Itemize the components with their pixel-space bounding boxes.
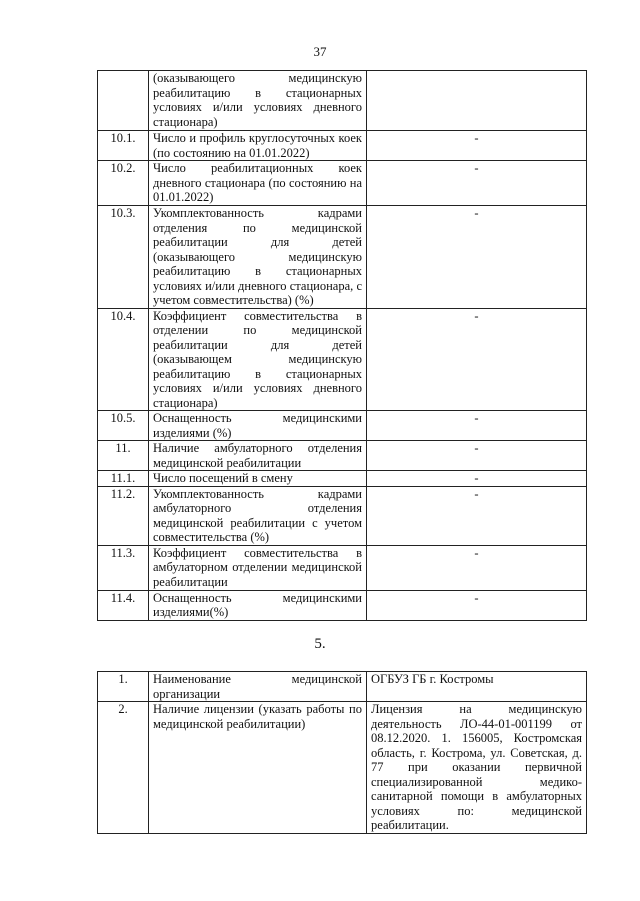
row-value: -: [367, 206, 587, 309]
row-value: -: [367, 486, 587, 545]
row-label: Укомплектованность кадрами амбулаторного отделения медицинской реабилитации с учетом совместительства (%): [149, 486, 367, 545]
row-value: [367, 71, 587, 131]
row-label: (оказывающего медицинскую реабилитацию в стационарных условиях и/или условиях дневного стационара): [149, 71, 367, 131]
indicators-table: [97, 70, 587, 621]
table-row: [98, 590, 587, 620]
row-number: 11.: [98, 441, 149, 471]
table-row: [98, 161, 587, 206]
row-number: 11.2.: [98, 486, 149, 545]
table-row: [98, 131, 587, 161]
row-value: -: [367, 411, 587, 441]
row-label: Оснащенность медицинскими изделиями (%): [149, 411, 367, 441]
row-value: -: [367, 545, 587, 590]
row-label: Наличие амбулаторного отделения медицинской реабилитации: [149, 441, 367, 471]
table-row: [98, 702, 587, 834]
row-label: Число реабилитационных коек дневного стационара (по состоянию на 01.01.2022): [149, 161, 367, 206]
row-number: 2.: [98, 702, 149, 834]
section-number: 5.: [314, 636, 326, 652]
row-number: 10.2.: [98, 161, 149, 206]
row-value: -: [367, 308, 587, 411]
row-label: Коэффициент совместительства в амбулаторном отделении медицинской реабилитации: [149, 545, 367, 590]
row-value: -: [367, 161, 587, 206]
row-label: Число и профиль круглосуточных коек (по состоянию на 01.01.2022): [149, 131, 367, 161]
row-label: Коэффициент совместительства в отделении по медицинской реабилитации для детей (оказывающем медицинскую реабилитацию в стационарных условиях и/или условиях дневного стационара): [149, 308, 367, 411]
row-label: Наименование медицинской организации: [149, 672, 367, 702]
table-row: [98, 471, 587, 487]
row-value: -: [367, 471, 587, 487]
table-row: [98, 441, 587, 471]
row-number: 1.: [98, 672, 149, 702]
row-number: 10.3.: [98, 206, 149, 309]
page-number: 37: [313, 44, 327, 59]
table-row: [98, 71, 587, 131]
table-row: [98, 206, 587, 309]
row-number: 10.5.: [98, 411, 149, 441]
row-label: Число посещений в смену: [149, 471, 367, 487]
row-number: 11.4.: [98, 590, 149, 620]
row-number: 10.1.: [98, 131, 149, 161]
row-value: -: [367, 590, 587, 620]
row-value: ОГБУЗ ГБ г. Костромы: [367, 672, 587, 702]
table-row: [98, 486, 587, 545]
row-label: Укомплектованность кадрами отделения по медицинской реабилитации для детей (оказывающего медицинскую реабилитацию в стационарных условиях и/или дневного стационара, с учетом совместительства) (%): [149, 206, 367, 309]
row-label: Наличие лицензии (указать работы по медицинской реабилитации): [149, 702, 367, 834]
row-number: 10.4.: [98, 308, 149, 411]
table-row: [98, 672, 587, 702]
row-number: 11.1.: [98, 471, 149, 487]
row-value: -: [367, 131, 587, 161]
table-row: [98, 308, 587, 411]
row-number: [98, 71, 149, 131]
row-number: 11.3.: [98, 545, 149, 590]
row-value: -: [367, 441, 587, 471]
table-row: [98, 545, 587, 590]
organization-table: [97, 671, 587, 834]
row-label: Оснащенность медицинскими изделиями(%): [149, 590, 367, 620]
table-row: [98, 411, 587, 441]
row-value: Лицензия на медицинскую деятельность ЛО-44-01-001199 от 08.12.2020. 1. 156005, Костромская область, г. Кострома, ул. Советская, д. 77 при оказании первичной специализированной медико-санитарной помощи в амбулаторных условиях по: медицинской реабилитации.: [367, 702, 587, 834]
